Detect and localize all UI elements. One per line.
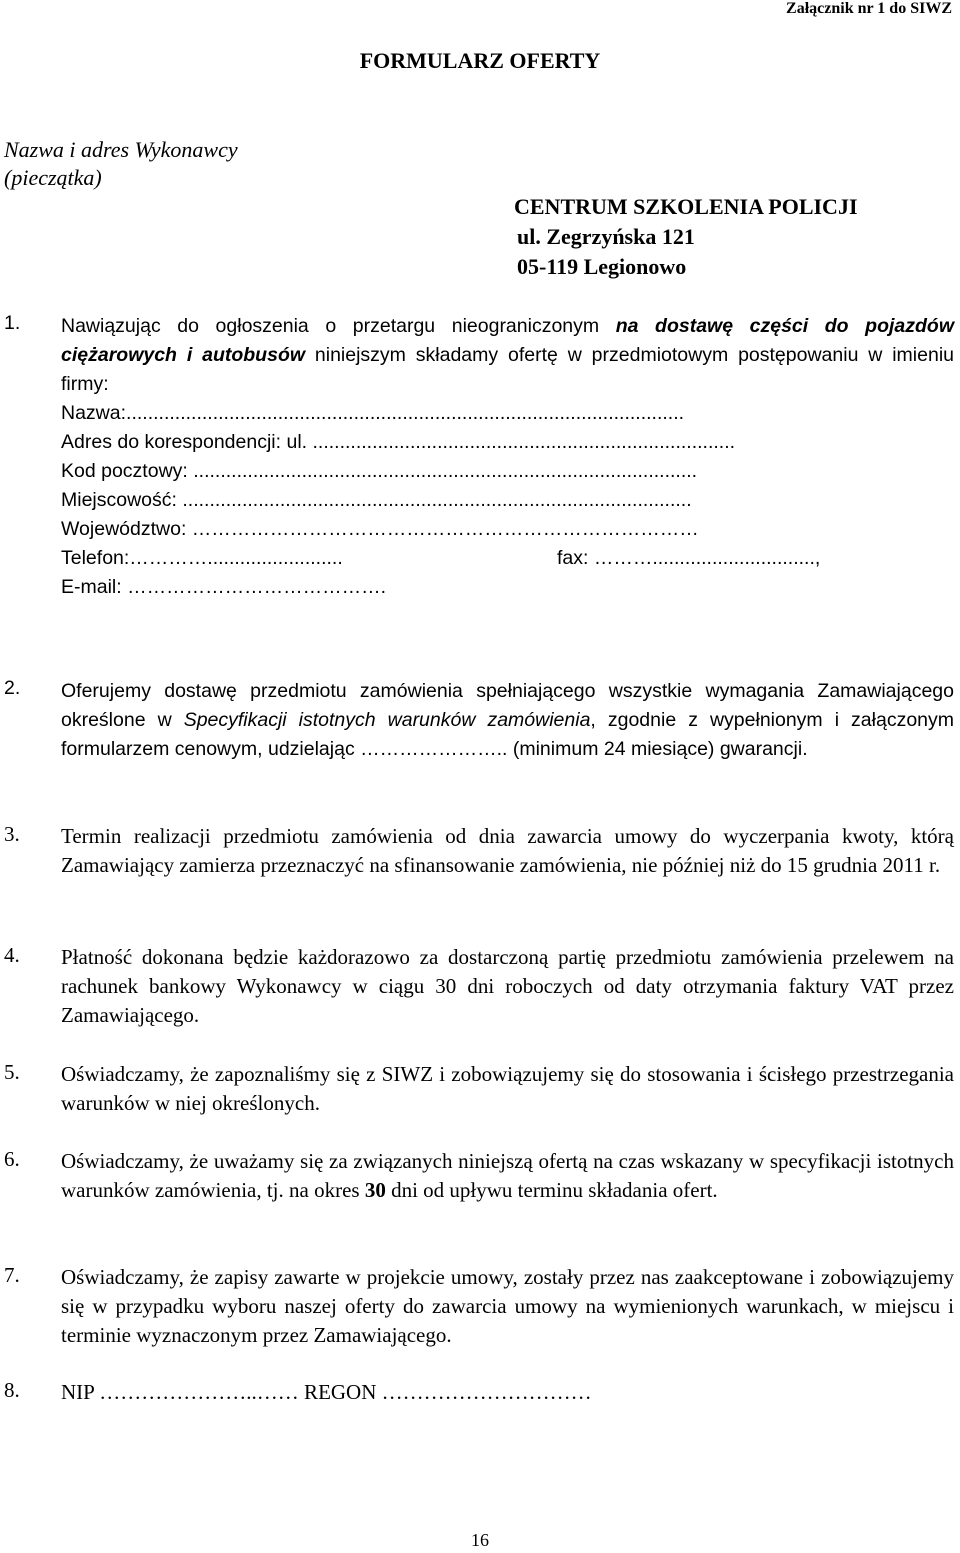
section-3-text: Termin realizacji przedmiotu zamówienia od dnia zawarcia umowy do wyczerpania kwoty, którą Zamawiający zamierza przeznaczyć na sfinansowanie zamówienia, nie później niż do 15 grudnia 2011 r. xyxy=(61,824,954,877)
recipient-street: ul. Zegrzyńska 121 xyxy=(517,224,695,249)
recipient-address xyxy=(514,192,858,282)
section-1-intro: Nawiązując do ogłoszenia o przetargu nieograniczonym xyxy=(61,315,616,337)
page-title: FORMULARZ OFERTY xyxy=(359,48,601,73)
contractor-stamp-area xyxy=(4,136,324,192)
recipient-city: 05-119 Legionowo xyxy=(517,254,687,279)
section-2-text-end: , zgodnie z wypełnionym i załączonym formularzem cenowym, udzielając ………………….. (minimum 24 miesiące) gwarancji. xyxy=(61,709,955,760)
section-3-number: 3. xyxy=(4,822,20,846)
section-4-text: Płatność dokonana będzie każdorazowo za dostarczoną partię przedmiotu zamówienia przelewem na rachunek bankowy Wykonawcy w ciągu 30 dni roboczych od daty otrzymania faktury VAT przez Zamawiającego. xyxy=(61,945,954,1027)
section-5-text: Oświadczamy, że zapoznaliśmy się z SIWZ i zobowiązujemy się do stosowania i ścisłego przestrzegania warunków w niej określonych. xyxy=(61,1062,954,1115)
section-1-text xyxy=(61,312,954,602)
fax-field[interactable]: fax: ……….............................., xyxy=(557,547,821,569)
siwz-reference: Specyfikacji istotnych warunków zamówienia xyxy=(183,709,591,731)
voivodeship-field[interactable]: Województwo: …………………………………………………………………… xyxy=(61,518,699,540)
section-5-number: 5. xyxy=(4,1060,20,1084)
correspondence-address-field[interactable]: Adres do korespondencji: ul. .............................................................................. xyxy=(61,431,736,453)
section-6-text-start: Oświadczamy, że uważamy się za związanych niniejszą ofertą na czas wskazany w specyfikacji istotnych warunków zamówienia, tj. na okres xyxy=(61,1149,954,1202)
phone-fax-row xyxy=(61,544,954,573)
section-2-text xyxy=(61,677,954,764)
section-2-number: 2. xyxy=(4,677,21,699)
section-6-number: 6. xyxy=(4,1147,20,1171)
contractor-label: Nazwa i adres Wykonawcy xyxy=(4,137,238,162)
stamp-label: (pieczątka) xyxy=(4,165,102,190)
section-1-number: 1. xyxy=(4,312,21,334)
section-7-text: Oświadczamy, że zapisy zawarte w projekcie umowy, zostały przez nas zaakceptowane i zobowiązujemy się w przypadku wyboru naszej oferty do zawarcia umowy na wymienionych warunkach, w miejscu i terminie wyznaczonym przez Zamawiającego. xyxy=(61,1265,954,1347)
section-1-subject: na dostawę części do pojazdów ciężarowych i autobusów xyxy=(61,315,954,366)
city-field[interactable]: Miejscowość: .............................................................................................. xyxy=(61,489,692,511)
section-4-number: 4. xyxy=(4,943,20,967)
attachment-label: Załącznik nr 1 do SIWZ xyxy=(786,0,952,17)
section-7-number: 7. xyxy=(4,1263,20,1287)
validity-days: 30 xyxy=(364,1178,386,1202)
section-8-number: 8. xyxy=(4,1378,20,1402)
section-6-text-end: dni od upływu terminu składania ofert. xyxy=(385,1178,718,1202)
postal-code-field[interactable]: Kod pocztowy: ............................................................................................. xyxy=(61,460,698,482)
company-name-field[interactable]: Nazwa:....................................................................................................... xyxy=(61,402,685,424)
recipient-name: CENTRUM SZKOLENIA POLICJI xyxy=(514,194,858,219)
phone-field[interactable]: Telefon:…………......................... xyxy=(61,547,343,569)
nip-regon-field[interactable]: NIP …………………..…… REGON ………………………… xyxy=(61,1380,592,1404)
section-6-text xyxy=(61,1147,954,1205)
section-2-text-start: Oferujemy dostawę przedmiotu zamówienia spełniającego wszystkie wymagania Zamawiającego określone w xyxy=(61,680,954,731)
page-number: 16 xyxy=(471,1530,489,1550)
section-1-intro-end: niniejszym składamy ofertę w przedmiotowym postępowaniu w imieniu firmy: xyxy=(61,344,954,395)
email-field[interactable]: E-mail: …………………………………. xyxy=(61,576,387,598)
